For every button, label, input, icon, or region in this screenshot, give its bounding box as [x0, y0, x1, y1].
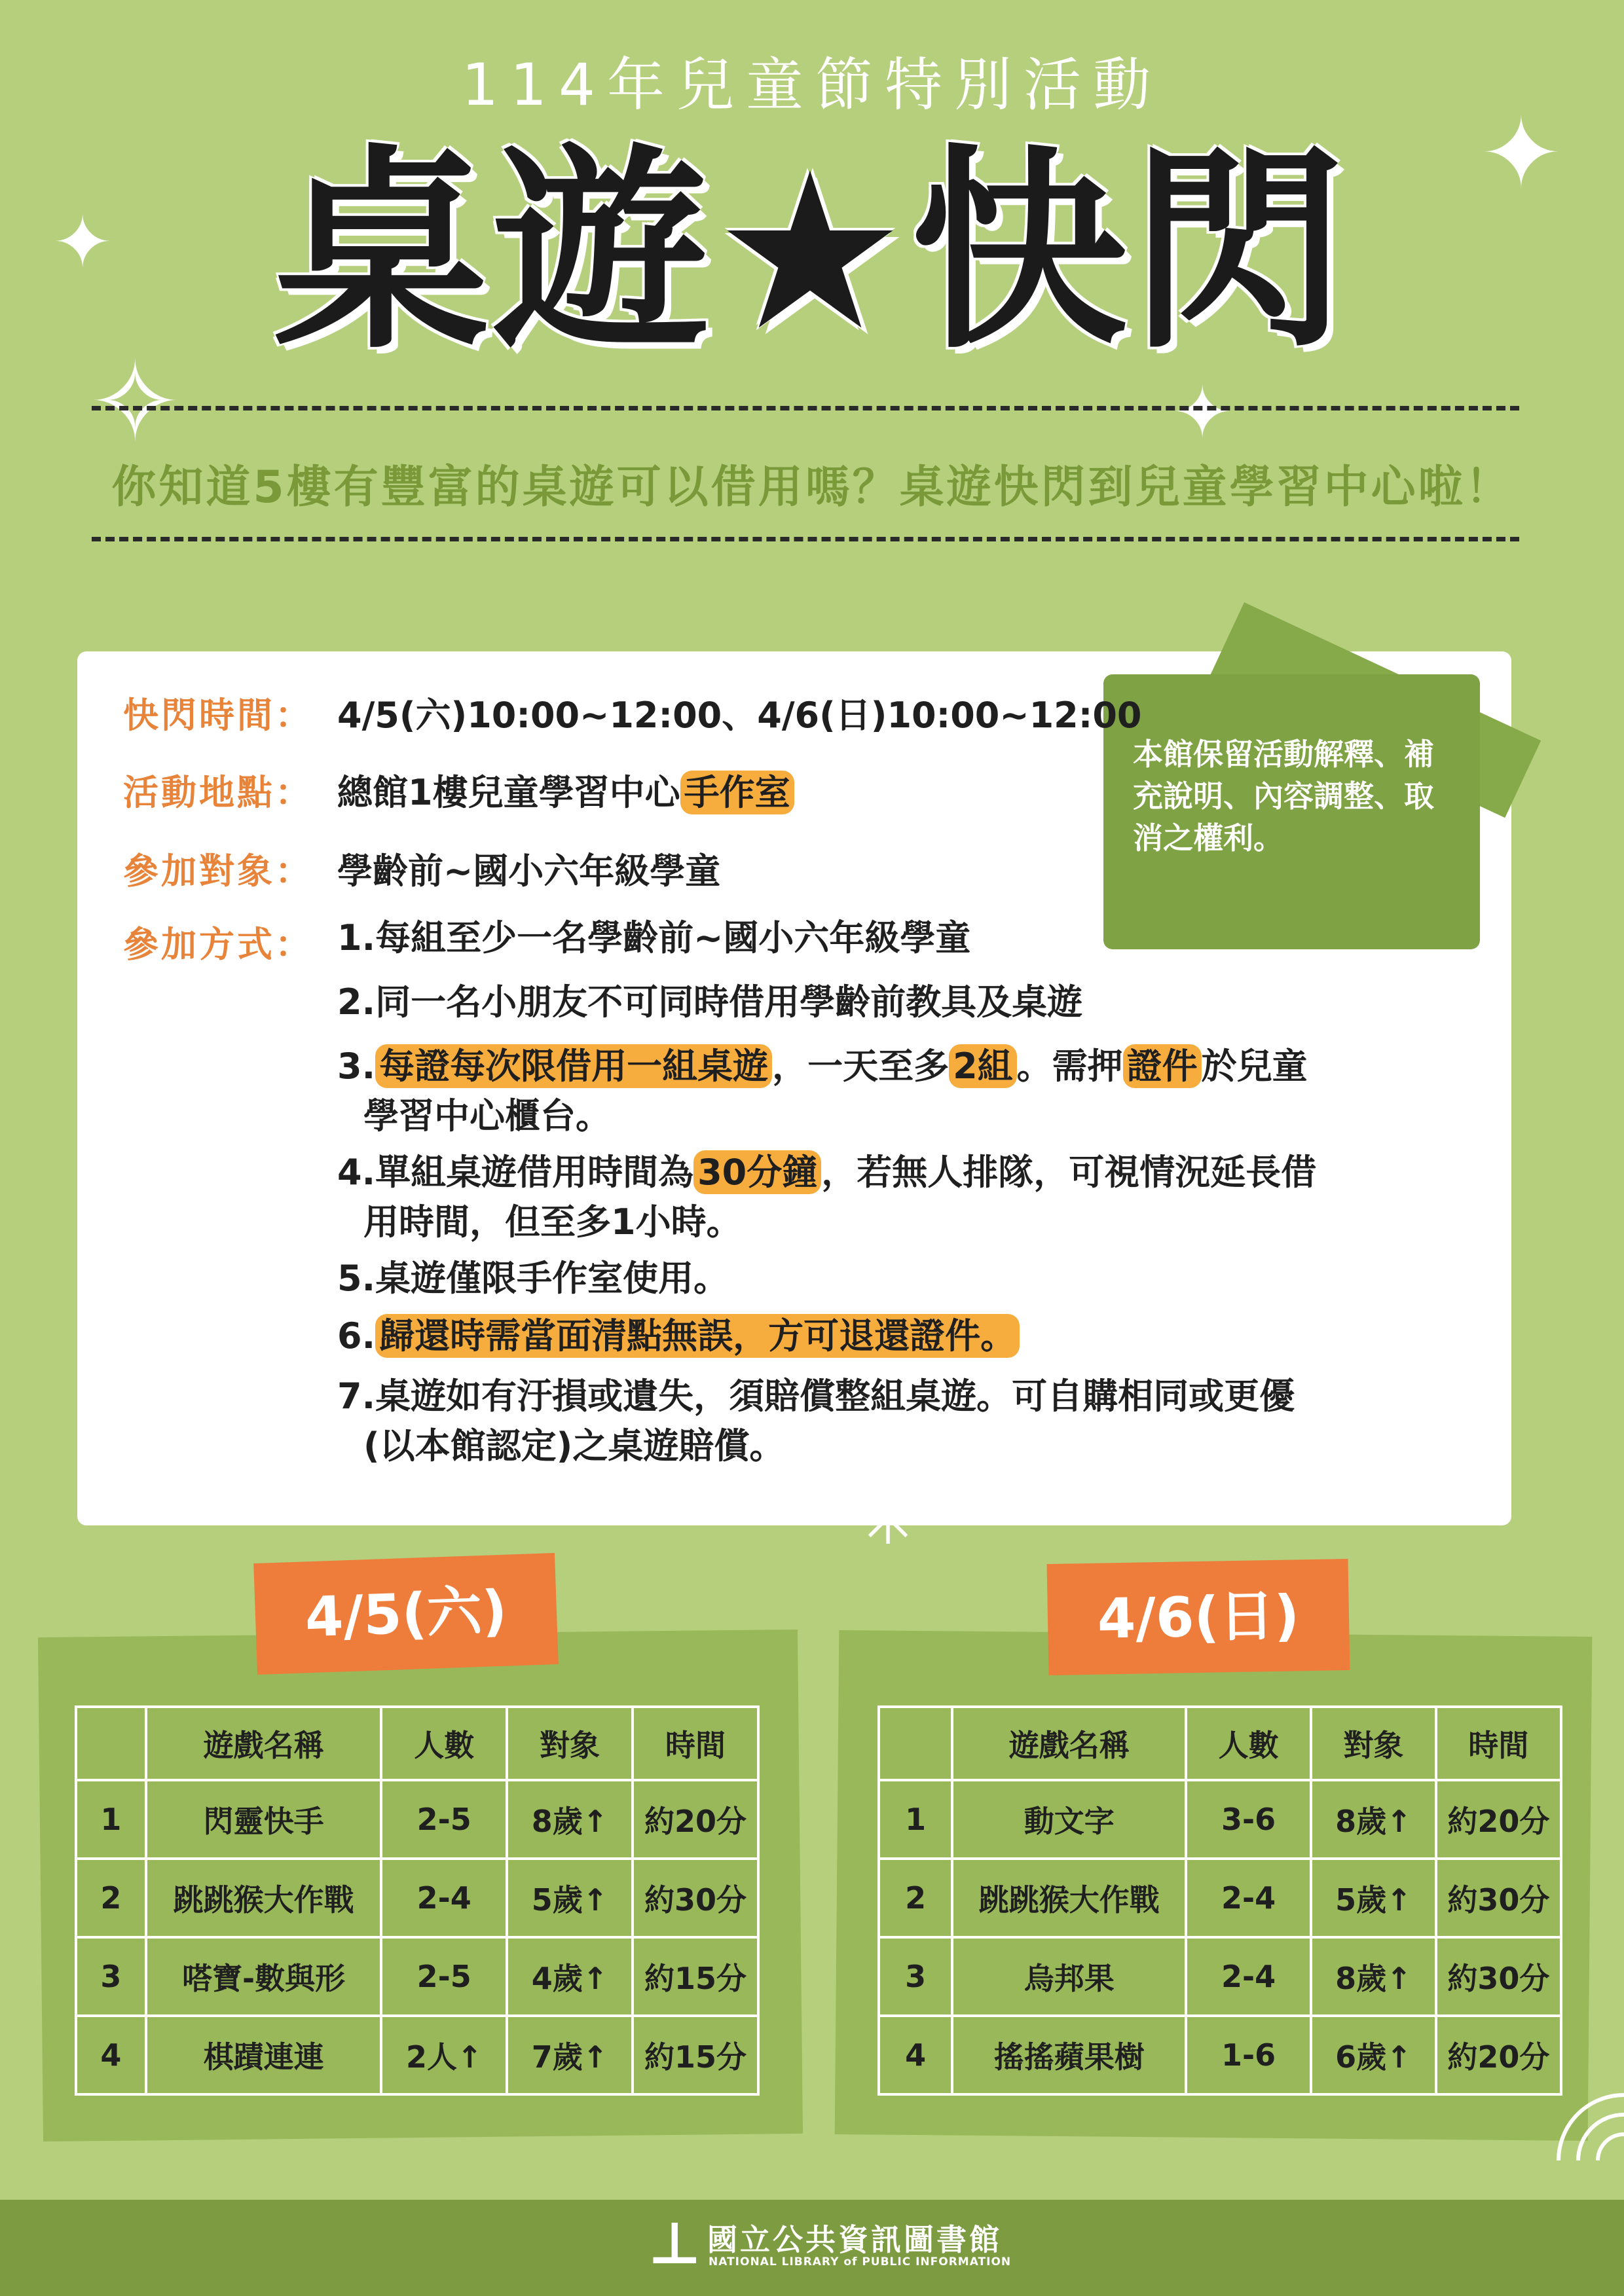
table-header-row	[76, 1707, 758, 1780]
rule-6	[337, 1311, 1490, 1372]
table-row	[879, 1937, 1561, 2016]
date-tab-day2: 4/6(日)	[1047, 1559, 1350, 1675]
arc-decoration	[1552, 2069, 1624, 2160]
table-row	[76, 2016, 758, 2094]
game-name: 動文字	[952, 1780, 1186, 1859]
rules-list	[337, 913, 1490, 1471]
sparkle-icon: ✦	[1172, 371, 1233, 454]
row-index: 2	[76, 1859, 146, 1937]
audience-label: 參加對象：	[123, 850, 313, 892]
divider-top	[92, 406, 1519, 410]
players: 3-6	[1186, 1780, 1311, 1859]
rule-4-highlight: 30分鐘	[693, 1150, 821, 1194]
rule-6-num: 6.	[337, 1315, 376, 1357]
event-title: 桌遊★快閃	[273, 126, 1351, 378]
rule-7-cont: (以本館認定)之桌遊賠償。	[363, 1425, 785, 1467]
table-row	[879, 1780, 1561, 1859]
game-name: 嗒寶-數與形	[146, 1937, 381, 2016]
table-header-row	[879, 1707, 1561, 1780]
game-name: 跳跳猴大作戰	[146, 1859, 381, 1937]
table-row	[76, 1859, 758, 1937]
rule-4-cont: 用時間，但至多1小時。	[363, 1201, 742, 1243]
rule-4-text-2: ，若無人排隊，可視情況延長借	[821, 1152, 1317, 1193]
row-index: 1	[76, 1780, 146, 1859]
duration: 約20分	[633, 1780, 758, 1859]
duration: 約30分	[1436, 1859, 1561, 1937]
duration: 約15分	[633, 1937, 758, 2016]
duration: 約20分	[1436, 1780, 1561, 1859]
audience-value: 學齡前~國小六年級學童	[337, 850, 721, 892]
duration: 約20分	[1436, 2016, 1561, 2094]
library-name-en: NATIONAL LIBRARY of PUBLIC INFORMATION	[709, 2255, 1012, 2269]
place-label: 活動地點：	[123, 772, 313, 813]
rule-4-text-1: 4.單組桌遊借用時間為	[337, 1152, 694, 1193]
method-label: 參加方式：	[123, 924, 313, 965]
players: 2-4	[1186, 1937, 1311, 2016]
age: 8歲↑	[507, 1780, 633, 1859]
rule-3-text-1: ，一天至多	[772, 1046, 950, 1087]
rule-3-text-3: 於兒童	[1201, 1046, 1308, 1087]
rule-3-cont: 學習中心櫃台。	[363, 1095, 611, 1137]
players: 2人↑	[381, 2016, 507, 2094]
game-name: 跳跳猴大作戰	[952, 1859, 1186, 1937]
notice-text: 本館保留活動解釋、補充說明、內容調整、取消之權利。	[1133, 737, 1434, 856]
players: 2-5	[381, 1780, 507, 1859]
library-name: 國立公共資訊圖書館	[707, 2222, 1002, 2257]
header-time: 時間	[1436, 1707, 1561, 1780]
game-name: 棋蹟連連	[146, 2016, 381, 2094]
age: 8歲↑	[1311, 1780, 1436, 1859]
date-tab-day1: 4/5(六)	[253, 1553, 559, 1675]
header-index	[879, 1707, 952, 1780]
rule-6-highlight: 歸還時需當面清點無誤，方可退還證件。	[375, 1314, 1020, 1358]
row-index: 3	[879, 1937, 952, 2016]
age: 5歲↑	[507, 1859, 633, 1937]
event-subtitle: 114年兒童節特別活動	[462, 51, 1162, 118]
table-row	[76, 1780, 758, 1859]
players: 1-6	[1186, 2016, 1311, 2094]
age: 5歲↑	[1311, 1859, 1436, 1937]
library-logo-icon: ⊥	[648, 2210, 701, 2277]
table-row	[879, 1859, 1561, 1937]
row-index: 4	[879, 2016, 952, 2094]
sparkle-icon: ✦	[1480, 97, 1562, 211]
time-label: 快閃時間：	[123, 695, 313, 736]
header-game-name: 遊戲名稱	[146, 1707, 381, 1780]
row-index: 2	[879, 1859, 952, 1937]
game-name: 閃靈快手	[146, 1780, 381, 1859]
header-age: 對象	[1311, 1707, 1436, 1780]
header-time: 時間	[633, 1707, 758, 1780]
duration: 約15分	[633, 2016, 758, 2094]
rule-7: 7.桌遊如有汙損或遺失，須賠償整組桌遊。可自購相同或更優	[337, 1376, 1295, 1417]
game-name: 搖搖蘋果樹	[952, 2016, 1186, 2094]
game-name: 烏邦果	[952, 1937, 1186, 2016]
rule-3-highlight-3: 證件	[1123, 1044, 1202, 1088]
schedule-table-day2	[877, 1705, 1562, 2096]
rule-3-text-2: 。需押	[1016, 1046, 1123, 1087]
header-players: 人數	[1186, 1707, 1311, 1780]
age: 7歲↑	[507, 2016, 633, 2094]
schedule-table-day1	[75, 1705, 760, 2096]
intro-text: 你知道5樓有豐富的桌遊可以借用嗎？桌遊快閃到兒童學習中心啦！	[111, 462, 1513, 513]
rule-1: 1.每組至少一名學齡前~國小六年級學童	[337, 917, 971, 958]
rule-3-highlight-1: 每證每次限借用一組桌遊	[375, 1044, 772, 1088]
rule-3-num: 3.	[337, 1046, 376, 1087]
header-age: 對象	[507, 1707, 633, 1780]
players: 2-4	[1186, 1859, 1311, 1937]
row-index: 3	[76, 1937, 146, 2016]
header-players: 人數	[381, 1707, 507, 1780]
table-row	[879, 2016, 1561, 2094]
divider-bottom	[92, 537, 1519, 541]
place-value-highlight: 手作室	[680, 771, 794, 814]
header-index	[76, 1707, 146, 1780]
sparkle-icon: ✦	[52, 200, 113, 284]
rule-3-highlight-2: 2組	[949, 1044, 1017, 1088]
rule-2: 2.同一名小朋友不可同時借用學齡前教具及桌遊	[337, 981, 1083, 1023]
sparkle-icon: ✧	[88, 338, 182, 467]
rule-5: 5.桌遊僅限手作室使用。	[337, 1258, 729, 1299]
age: 6歲↑	[1311, 2016, 1436, 2094]
row-index: 1	[879, 1780, 952, 1859]
rule-3	[337, 1042, 1490, 1091]
age: 8歲↑	[1311, 1937, 1436, 2016]
row-index: 4	[76, 2016, 146, 2094]
duration: 約30分	[1436, 1937, 1561, 2016]
place-value	[337, 765, 794, 815]
place-value-plain: 總館1樓兒童學習中心	[337, 772, 680, 813]
time-value: 4/5(六)10:00~12:00、4/6(日)10:00~12:00	[337, 695, 1142, 736]
age: 4歲↑	[507, 1937, 633, 2016]
header-game-name: 遊戲名稱	[952, 1707, 1186, 1780]
players: 2-4	[381, 1859, 507, 1937]
table-row	[76, 1937, 758, 2016]
duration: 約30分	[633, 1859, 758, 1937]
players: 2-5	[381, 1937, 507, 2016]
rule-4	[337, 1148, 1490, 1197]
